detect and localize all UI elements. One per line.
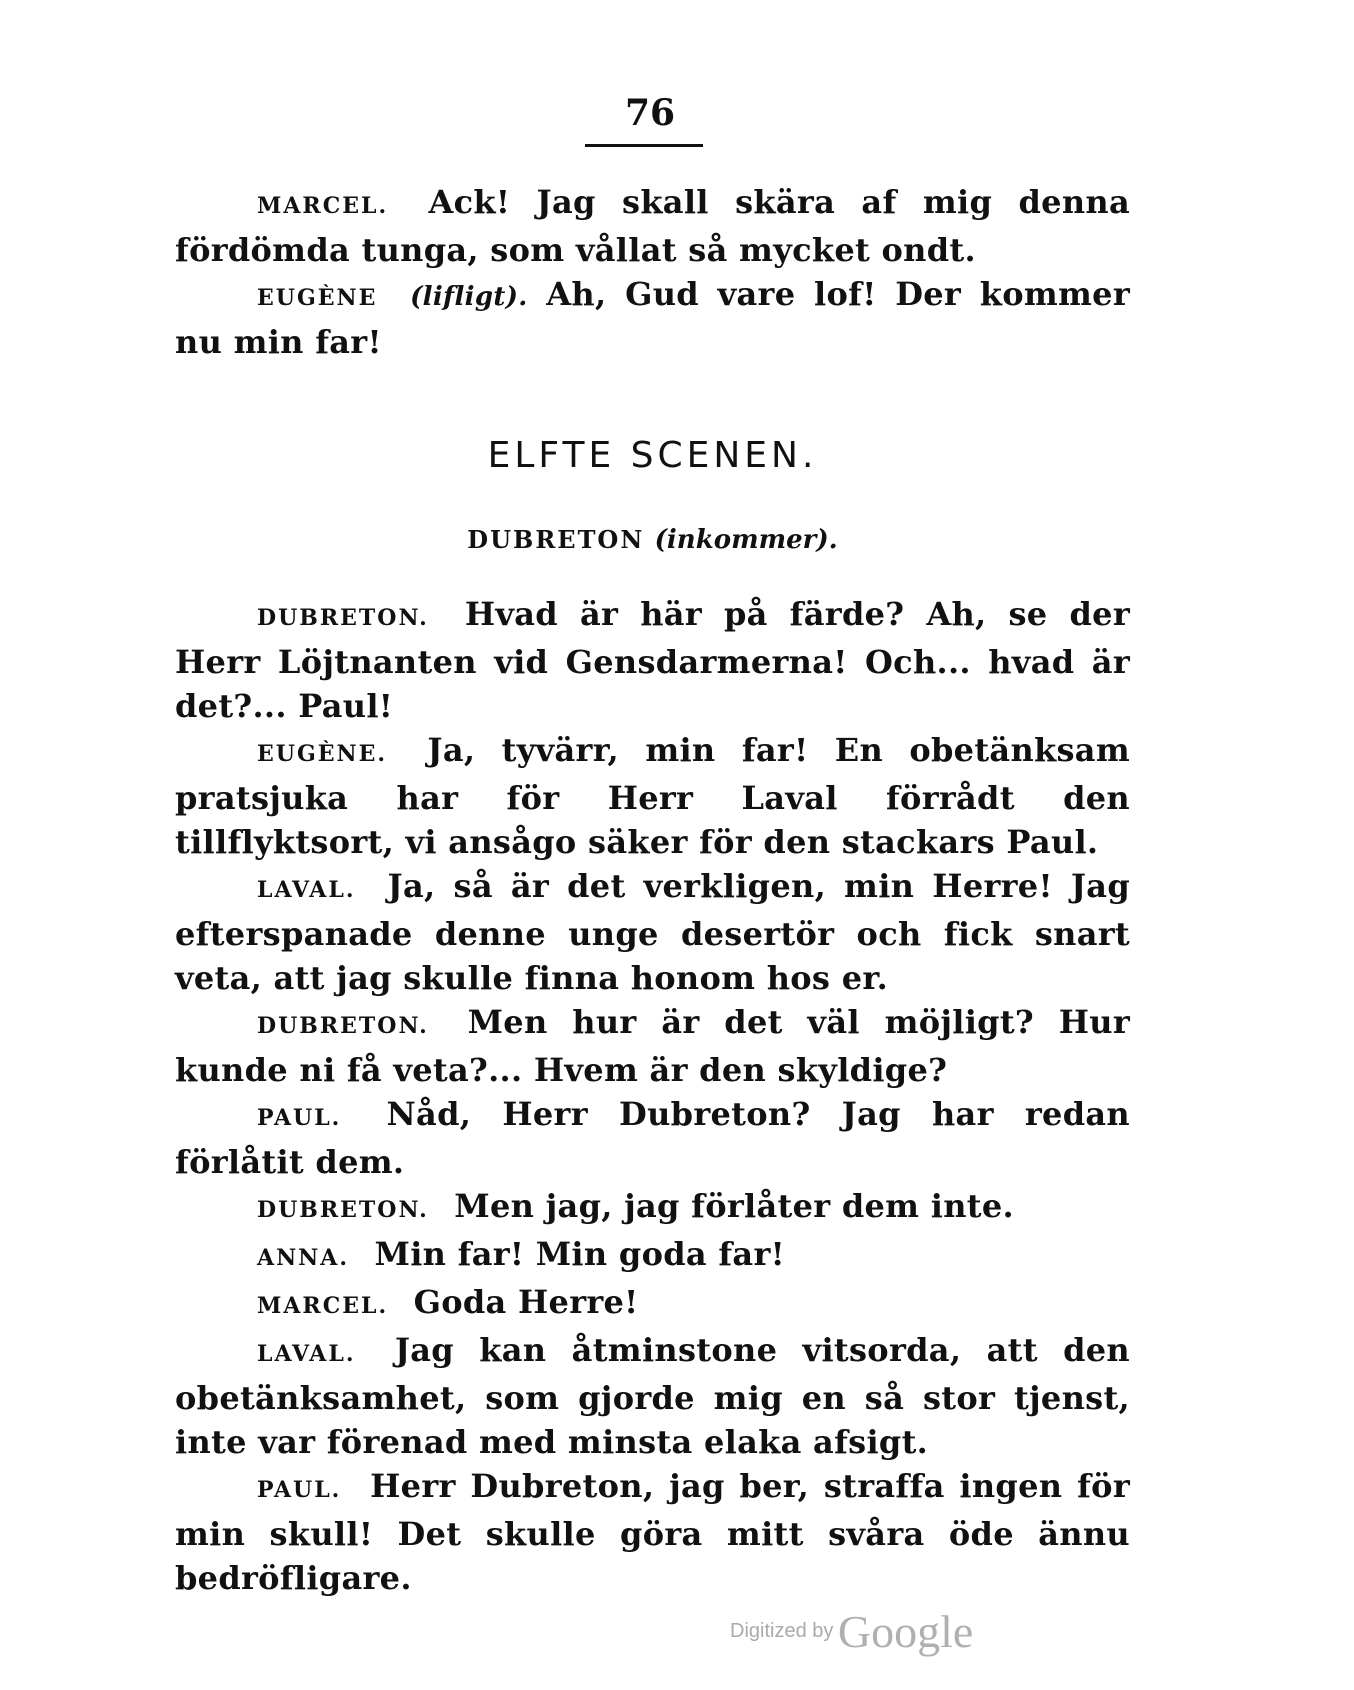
dialogue-line <box>175 1000 1130 1092</box>
intro-line <box>175 180 1130 272</box>
speaker-name: PAUL. <box>257 1105 342 1131</box>
page-number: 76 <box>624 92 676 134</box>
intro-line <box>175 272 1130 364</box>
speaker-name: DUBRETON. <box>257 605 429 631</box>
entry-name: DUBRETON <box>467 525 645 554</box>
dialogue-line <box>175 1232 1130 1280</box>
speech-text: Men hur är det väl möjligt? Hur kunde ni få veta?... Hvem är den skyldige? <box>175 1003 1130 1089</box>
speaker-name: EUGÈNE <box>257 285 378 311</box>
speaker-name: DUBRETON. <box>257 1197 429 1223</box>
digitized-watermark <box>730 1605 973 1658</box>
google-logo: Google <box>837 1606 974 1657</box>
watermark-prefix: Digitized by <box>730 1620 834 1642</box>
speaker-name: LAVAL. <box>257 877 356 903</box>
speech-text: Jag kan åtminstone vitsorda, att den obetänksamhet, som gjorde mig en så stor tjenst, inte var förenad med minsta elaka afsigt. <box>175 1331 1130 1461</box>
speech-text: Ah, Gud vare lof! Der kommer nu min far! <box>175 275 1130 361</box>
dialogue-line <box>175 1184 1130 1232</box>
speaker-name: PAUL. <box>257 1477 342 1503</box>
dialogue-line <box>175 1464 1130 1600</box>
speaker-name: ANNA. <box>257 1245 350 1271</box>
scene-title: ELFTE SCENEN. <box>487 435 818 476</box>
dialogue-line <box>175 1092 1130 1184</box>
scene-entry <box>175 518 1130 562</box>
speech-text: Min far! Min goda far! <box>374 1235 785 1273</box>
speech-text: Herr Dubreton, jag ber, straffa ingen för min skull! Det skulle göra mitt svåra öde ännu bedröfligare. <box>175 1467 1130 1597</box>
speech-text: Goda Herre! <box>413 1283 639 1321</box>
dialogue-line <box>175 864 1130 1000</box>
dialogue-line <box>175 1328 1130 1464</box>
speech-text: Men jag, jag förlåter dem inte. <box>454 1187 1014 1225</box>
speech-text: Ja, tyvärr, min far! En obetänksam pratsjuka har för Herr Laval förrådt den tillflyktsort, vi ansågo säker för den stackars Paul. <box>175 731 1130 861</box>
speaker-name: DUBRETON. <box>257 1013 429 1039</box>
speech-text: Hvad är här på färde? Ah, se der Herr Löjtnanten vid Gensdarmerna! Och... hvad är det?... Paul! <box>175 595 1130 725</box>
speaker-name: LAVAL. <box>257 1341 356 1367</box>
speech-text: Ack! Jag skall skära af mig denna fördömda tunga, som vållat så mycket ondt. <box>175 183 1130 269</box>
dialogue-line <box>175 592 1130 728</box>
dialogue-line <box>175 1280 1130 1328</box>
speech-text: Ja, så är det verkligen, min Herre! Jag efterspanade denne unge desertör och fick snart veta, att jag skulle finna honom hos er. <box>175 867 1130 997</box>
speaker-name: EUGÈNE. <box>257 741 388 767</box>
page-number-rule <box>585 144 703 147</box>
text-column <box>175 180 1130 1600</box>
speech-text: Nåd, Herr Dubreton? Jag har redan förlåtit dem. <box>175 1095 1130 1181</box>
stage-direction: (lifligt). <box>410 282 528 312</box>
speaker-name: MARCEL. <box>257 193 389 219</box>
dialogue-line <box>175 728 1130 864</box>
speaker-name: MARCEL. <box>257 1293 389 1319</box>
entry-direction: (inkommer). <box>654 525 838 555</box>
